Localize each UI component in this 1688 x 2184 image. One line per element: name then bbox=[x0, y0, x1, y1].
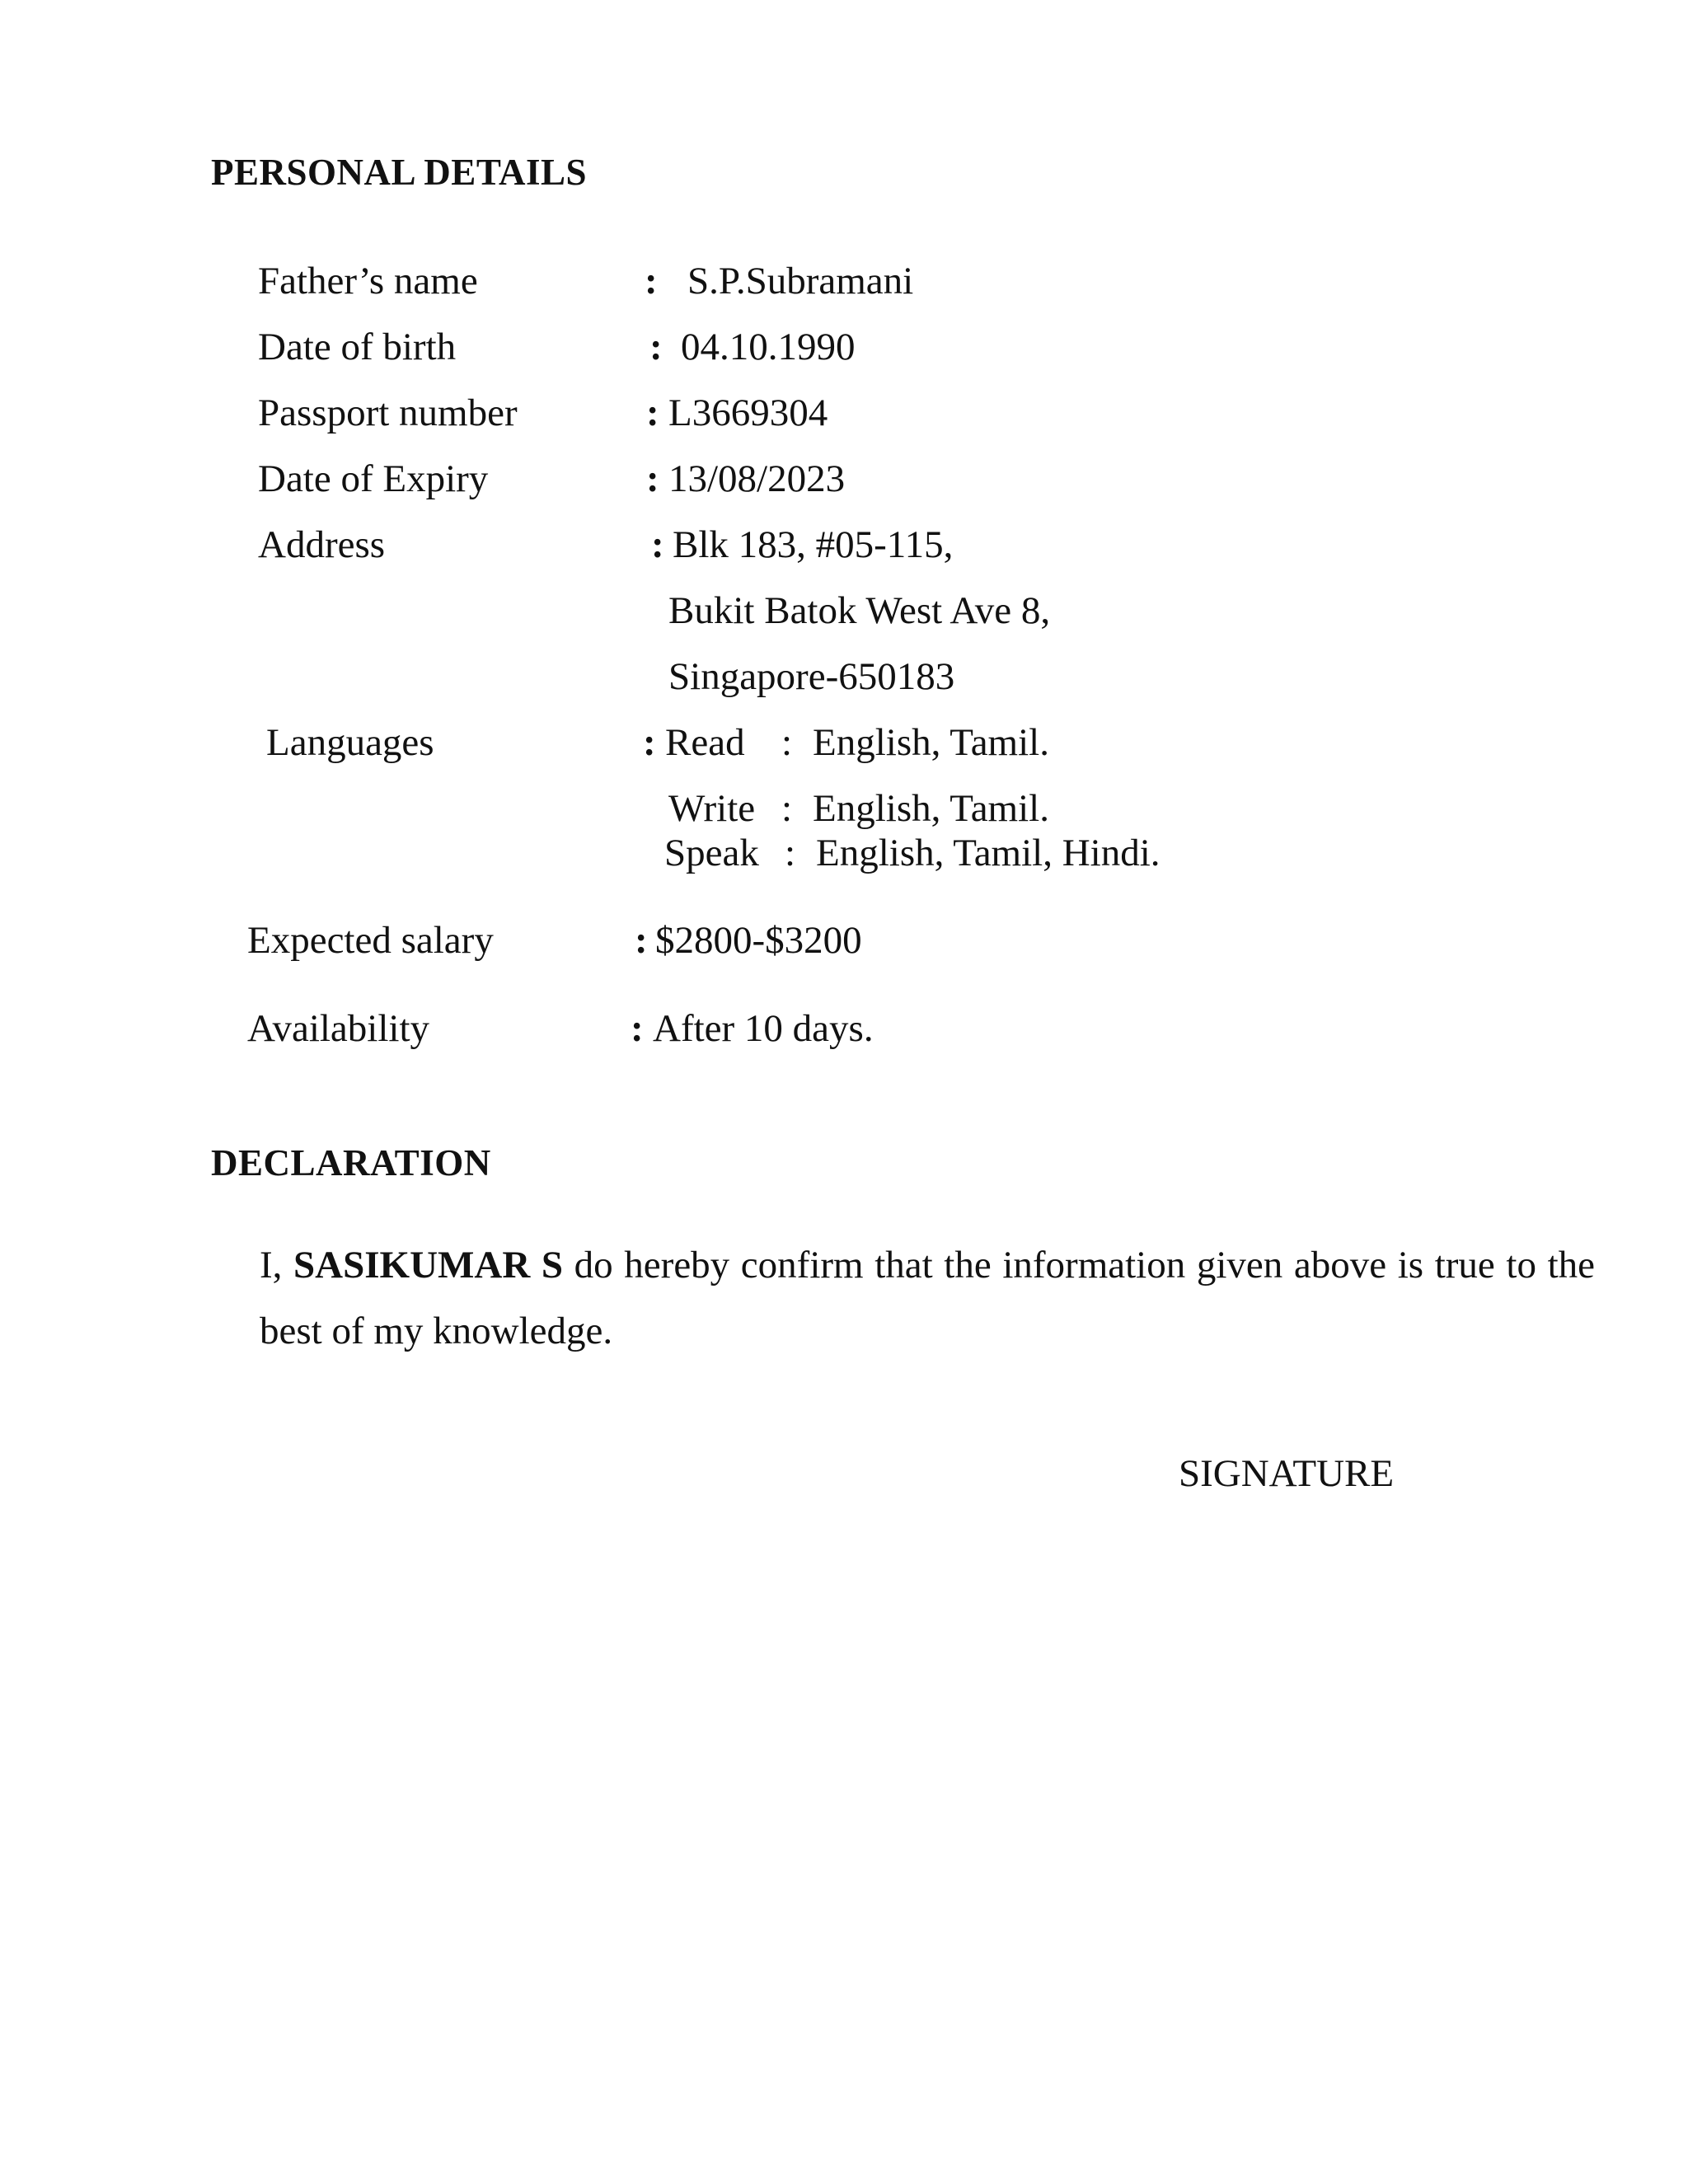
address-line-3: Singapore-650183 bbox=[668, 655, 955, 698]
personal-details-heading: PERSONAL DETAILS bbox=[211, 152, 588, 193]
date-of-birth-label: Date of birth bbox=[258, 326, 457, 368]
languages-read-label: Read bbox=[665, 721, 745, 764]
languages-colon: : bbox=[643, 721, 656, 764]
signature-label: SIGNATURE bbox=[1179, 1452, 1395, 1495]
address-line-2: Bukit Batok West Ave 8, bbox=[668, 589, 1051, 632]
declarant-name: SASIKUMAR S bbox=[293, 1244, 564, 1286]
address-label: Address bbox=[258, 523, 386, 566]
date-of-expiry-colon: : bbox=[646, 457, 659, 500]
expected-salary-colon: : bbox=[635, 919, 648, 962]
date-of-expiry-value: 13/08/2023 bbox=[668, 457, 846, 500]
declaration-prefix: I, bbox=[260, 1244, 294, 1286]
languages-read-value: English, Tamil. bbox=[813, 721, 1049, 764]
date-of-birth-value: 04.10.1990 bbox=[681, 326, 856, 368]
declaration-heading: DECLARATION bbox=[211, 1142, 491, 1183]
fathers-name-value: S.P.Subramani bbox=[687, 260, 914, 302]
passport-number-label: Passport number bbox=[258, 391, 518, 434]
availability-colon: : bbox=[631, 1007, 644, 1050]
passport-number-value: L3669304 bbox=[668, 391, 828, 434]
date-of-expiry-label: Date of Expiry bbox=[258, 457, 489, 500]
address-line-1: Blk 183, #05-115, bbox=[673, 523, 954, 566]
languages-write-label: Write bbox=[668, 787, 756, 830]
availability-label: Availability bbox=[247, 1007, 430, 1050]
fathers-name-colon: : bbox=[645, 260, 658, 302]
address-colon: : bbox=[651, 523, 664, 566]
availability-value: After 10 days. bbox=[653, 1007, 874, 1050]
languages-label: Languages bbox=[266, 721, 434, 764]
expected-salary-label: Expected salary bbox=[247, 919, 494, 962]
languages-write-value: English, Tamil. bbox=[813, 787, 1049, 830]
languages-speak-value: English, Tamil, Hindi. bbox=[816, 832, 1160, 874]
languages-read-sep: : bbox=[781, 721, 793, 764]
declaration-statement: do hereby confirm that the information given above is true to the best of my knowledge. bbox=[260, 1244, 1596, 1352]
languages-write-sep: : bbox=[781, 787, 793, 830]
expected-salary-value: $2800-$3200 bbox=[655, 919, 862, 962]
passport-number-colon: : bbox=[646, 391, 659, 434]
languages-speak-sep: : bbox=[785, 832, 796, 874]
fathers-name-label: Father’s name bbox=[258, 260, 478, 302]
languages-speak-label: Speak bbox=[664, 832, 759, 874]
declaration-paragraph bbox=[260, 1232, 1595, 1364]
date-of-birth-colon: : bbox=[649, 326, 663, 368]
